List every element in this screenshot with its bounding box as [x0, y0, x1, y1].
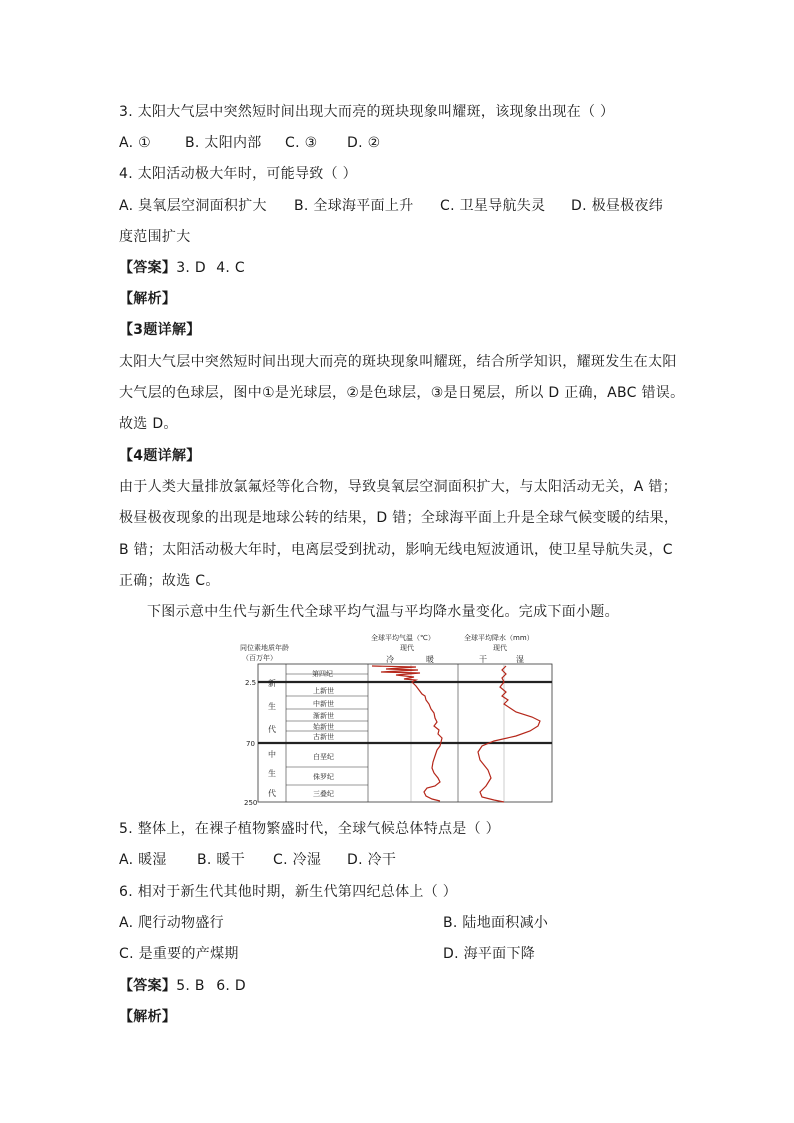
fig-period-eocene: 始新世	[313, 723, 334, 731]
fig-precipitation-curve	[478, 666, 540, 802]
fig-age-70: 70	[246, 740, 255, 748]
fig-period-triassic: 三叠纪	[313, 790, 334, 798]
fig-precip-dry: 干	[479, 655, 487, 664]
answer-label: 【答案】	[119, 978, 177, 994]
analysis-heading-1: 【解析】	[119, 291, 177, 307]
q3-option-c: C. ③	[285, 135, 318, 151]
answer-3: 3. D	[176, 260, 206, 276]
fig-temp-header: 全球平均气温（℃）	[371, 634, 435, 642]
detail3-line-3: 故选 D。	[119, 416, 178, 432]
q3-option-b: B. 太阳内部	[185, 135, 262, 151]
detail3-line-2: 大气层的色球层，图中①是光球层，②是色球层，③是日冕层，所以 D 正确，ABC 错误。	[119, 385, 685, 401]
answer-block-1	[119, 258, 245, 278]
fig-period-oligocene: 渐新世	[313, 712, 334, 720]
fig-precip-sub: 现代	[493, 644, 507, 652]
fig-temperature-curve	[372, 666, 442, 801]
fig-era-cenozoic-3: 代	[268, 725, 276, 734]
q3-options	[119, 133, 380, 153]
fig-age-2.5: 2.5	[245, 679, 257, 687]
q5-option-b: B. 暖干	[197, 852, 246, 868]
q6-option-b: B. 陆地面积减小	[443, 915, 549, 931]
q4-option-c: C. 卫星导航失灵	[440, 198, 546, 214]
answer-6: 6. D	[216, 978, 246, 994]
fig-period-pliocene: 上新世	[313, 687, 334, 695]
detail3-heading: 【3题详解】	[119, 322, 201, 338]
fig-age-unit: （百万年）	[242, 654, 277, 662]
detail4-line-4: 正确；故选 C。	[119, 573, 220, 589]
q4-stem: 4. 太阳活动极大年时，可能导致（ ）	[119, 166, 357, 182]
fig-temp-cold: 冷	[386, 655, 394, 664]
fig-era-mesozoic-1: 中	[268, 750, 276, 759]
analysis-heading-2: 【解析】	[119, 1009, 177, 1025]
fig-era-mesozoic-2: 生	[268, 769, 276, 778]
figure-intro: 下图示意中生代与新生代全球平均气温与平均降水量变化。完成下面小题。	[147, 604, 619, 620]
answer-4: 4. C	[216, 260, 245, 276]
fig-period-jurassic: 侏罗纪	[313, 773, 334, 781]
q3-stem: 3. 太阳大气层中突然短时间出现大而亮的斑块现象叫耀斑，该现象出现在（ ）	[119, 104, 615, 120]
q4-option-d: D. 极昼极夜纬	[571, 198, 664, 214]
q3-option-a: A. ①	[119, 135, 151, 151]
fig-period-paleocene: 古新世	[313, 733, 334, 741]
answer-block-2	[119, 976, 246, 996]
q5-option-d: D. 冷干	[347, 852, 397, 868]
fig-period-cretaceous: 白垩纪	[313, 753, 334, 761]
fig-frame	[258, 664, 552, 802]
q6-option-c: C. 是重要的产煤期	[119, 946, 239, 962]
q6-stem: 6. 相对于新生代其他时期，新生代第四纪总体上（ ）	[119, 884, 458, 900]
q3-option-d: D. ②	[347, 135, 381, 151]
fig-era-cenozoic-2: 生	[268, 702, 276, 711]
q5-option-c: C. 冷湿	[273, 852, 322, 868]
detail4-line-2: 极昼极夜现象的出现是地球公转的结果，D 错；全球海平面上升是全球气候变暖的结果，	[119, 510, 679, 526]
detail3-line-1: 太阳大气层中突然短时间出现大而亮的斑块现象叫耀斑，结合所学知识，耀斑发生在太阳	[119, 354, 677, 370]
q6-option-a: A. 爬行动物盛行	[119, 915, 224, 931]
fig-age-250: 250	[244, 799, 258, 807]
answer-5: 5. B	[176, 978, 205, 994]
fig-period-quaternary: 第四纪	[312, 670, 333, 678]
q4-options	[119, 196, 663, 216]
fig-precip-wet: 湿	[516, 655, 524, 664]
fig-age-header: 同位素地质年龄	[240, 644, 289, 652]
q5-stem: 5. 整体上，在裸子植物繁盛时代，全球气候总体特点是（ ）	[119, 821, 500, 837]
q5-option-a: A. 暖湿	[119, 852, 167, 868]
fig-era-cenozoic-1: 新	[268, 679, 276, 688]
detail4-line-3: B 错；太阳活动极大年时，电离层受到扰动，影响无线电短波通讯，使卫星导航失灵，C	[119, 542, 673, 558]
fig-era-mesozoic-3: 代	[268, 789, 276, 798]
answer-label: 【答案】	[119, 260, 177, 276]
fig-temp-warm: 暖	[426, 655, 434, 664]
detail4-line-1: 由于人类大量排放氯氟烃等化合物，导致臭氧层空洞面积扩大，与太阳活动无关，A 错；	[119, 479, 678, 495]
q4-option-d-wrap: 度范围扩大	[119, 229, 191, 245]
fig-temp-sub: 现代	[400, 644, 414, 652]
q4-option-a: A. 臭氧层空洞面积扩大	[119, 198, 267, 214]
fig-precip-header: 全球平均降水（mm）	[464, 634, 534, 642]
q4-option-b: B. 全球海平面上升	[294, 198, 414, 214]
detail4-heading: 【4题详解】	[119, 448, 201, 464]
q5-options	[119, 850, 396, 870]
fig-period-miocene: 中新世	[313, 700, 334, 708]
q6-option-d: D. 海平面下降	[443, 946, 536, 962]
climate-figure	[236, 630, 556, 810]
